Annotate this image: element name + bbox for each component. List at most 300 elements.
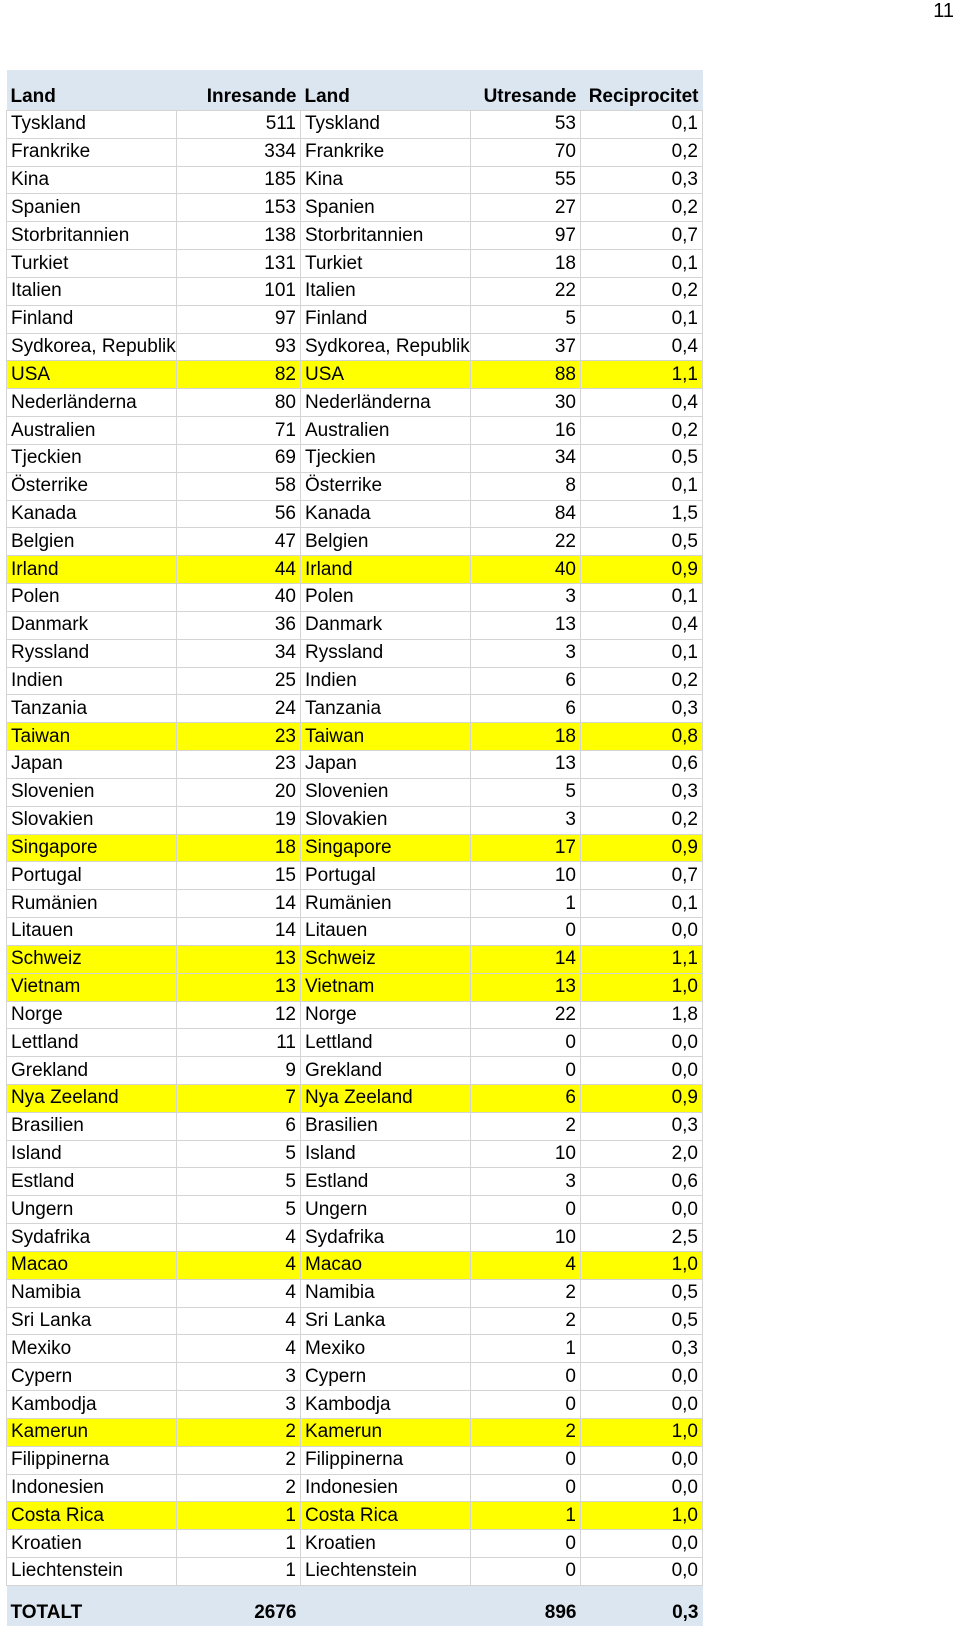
cell-land: Österrike [7, 472, 177, 500]
cell-utresande: 0 [471, 1391, 581, 1419]
cell-inresande: 5 [177, 1196, 301, 1224]
cell-land-2: Kamerun [301, 1418, 471, 1446]
cell-land-2: Italien [301, 277, 471, 305]
cell-land: Tjeckien [7, 444, 177, 472]
cell-inresande: 20 [177, 778, 301, 806]
cell-land-2: Polen [301, 584, 471, 612]
cell-reciprocitet: 1,0 [581, 1251, 703, 1279]
table-row [7, 194, 703, 222]
cell-land-2: Mexiko [301, 1335, 471, 1363]
cell-reciprocitet: 0,3 [581, 166, 703, 194]
reciprocity-table-container [6, 70, 702, 1626]
cell-inresande: 56 [177, 500, 301, 528]
cell-utresande: 18 [471, 250, 581, 278]
cell-land-2: Kroatien [301, 1530, 471, 1558]
cell-utresande: 6 [471, 695, 581, 723]
cell-inresande: 14 [177, 890, 301, 918]
cell-utresande: 34 [471, 444, 581, 472]
cell-reciprocitet: 1,0 [581, 1502, 703, 1530]
cell-land: Schweiz [7, 945, 177, 973]
cell-utresande: 37 [471, 333, 581, 361]
cell-utresande: 6 [471, 1084, 581, 1112]
cell-land: Singapore [7, 834, 177, 862]
cell-reciprocitet: 0,6 [581, 1168, 703, 1196]
cell-utresande: 16 [471, 417, 581, 445]
cell-land-2: Spanien [301, 194, 471, 222]
table-row [7, 333, 703, 361]
cell-land-2: Nya Zeeland [301, 1084, 471, 1112]
cell-land: Japan [7, 751, 177, 779]
cell-reciprocitet: 0,0 [581, 1196, 703, 1224]
cell-reciprocitet: 1,1 [581, 361, 703, 389]
cell-land-2: Sydkorea, Republik [301, 333, 471, 361]
cell-reciprocitet: 0,4 [581, 611, 703, 639]
table-row [7, 862, 703, 890]
cell-inresande: 6 [177, 1112, 301, 1140]
cell-inresande: 1 [177, 1558, 301, 1586]
cell-inresande: 9 [177, 1057, 301, 1085]
table-row [7, 751, 703, 779]
table-row [7, 667, 703, 695]
cell-inresande: 97 [177, 305, 301, 333]
cell-reciprocitet: 0,0 [581, 1474, 703, 1502]
cell-utresande: 2 [471, 1279, 581, 1307]
cell-land: Lettland [7, 1029, 177, 1057]
cell-utresande: 22 [471, 277, 581, 305]
cell-land: Spanien [7, 194, 177, 222]
cell-reciprocitet: 0,7 [581, 862, 703, 890]
cell-land-2: Tanzania [301, 695, 471, 723]
table-row [7, 1530, 703, 1558]
table-row [7, 1084, 703, 1112]
cell-land: Polen [7, 584, 177, 612]
cell-utresande: 10 [471, 862, 581, 890]
table-row [7, 1502, 703, 1530]
cell-land-2: Rumänien [301, 890, 471, 918]
table-row [7, 361, 703, 389]
table-row [7, 389, 703, 417]
table-row [7, 472, 703, 500]
cell-reciprocitet: 1,8 [581, 1001, 703, 1029]
cell-inresande: 1 [177, 1502, 301, 1530]
cell-land-2: Brasilien [301, 1112, 471, 1140]
cell-land: Indonesien [7, 1474, 177, 1502]
cell-land: Brasilien [7, 1112, 177, 1140]
table-row [7, 305, 703, 333]
cell-land-2: Sri Lanka [301, 1307, 471, 1335]
cell-land: Tanzania [7, 695, 177, 723]
cell-land-2: Costa Rica [301, 1502, 471, 1530]
cell-inresande: 19 [177, 806, 301, 834]
cell-inresande: 34 [177, 639, 301, 667]
cell-utresande: 0 [471, 1363, 581, 1391]
cell-reciprocitet: 0,0 [581, 1530, 703, 1558]
cell-land: Vietnam [7, 973, 177, 1001]
cell-land: Belgien [7, 528, 177, 556]
cell-utresande: 97 [471, 222, 581, 250]
cell-reciprocitet: 0,5 [581, 1307, 703, 1335]
cell-utresande: 3 [471, 584, 581, 612]
cell-land-2: Lettland [301, 1029, 471, 1057]
cell-reciprocitet: 0,2 [581, 667, 703, 695]
cell-utresande: 0 [471, 1530, 581, 1558]
cell-land: Ryssland [7, 639, 177, 667]
cell-land: Tyskland [7, 111, 177, 139]
cell-land-2: Taiwan [301, 723, 471, 751]
cell-inresande: 14 [177, 918, 301, 946]
cell-utresande: 13 [471, 751, 581, 779]
cell-inresande: 4 [177, 1224, 301, 1252]
cell-land-2: Portugal [301, 862, 471, 890]
cell-land: Kamerun [7, 1418, 177, 1446]
cell-inresande: 40 [177, 584, 301, 612]
table-row [7, 1391, 703, 1419]
table-row [7, 1224, 703, 1252]
cell-land: Irland [7, 556, 177, 584]
cell-inresande: 11 [177, 1029, 301, 1057]
table-row [7, 890, 703, 918]
cell-land-2: Litauen [301, 918, 471, 946]
cell-inresande: 131 [177, 250, 301, 278]
cell-utresande: 0 [471, 918, 581, 946]
table-row [7, 444, 703, 472]
cell-land-2: Kina [301, 166, 471, 194]
table-row [7, 1140, 703, 1168]
cell-utresande: 4 [471, 1251, 581, 1279]
cell-reciprocitet: 0,3 [581, 1335, 703, 1363]
cell-reciprocitet: 0,1 [581, 639, 703, 667]
cell-land: Taiwan [7, 723, 177, 751]
cell-reciprocitet: 1,0 [581, 973, 703, 1001]
cell-reciprocitet: 2,0 [581, 1140, 703, 1168]
cell-land: Island [7, 1140, 177, 1168]
cell-inresande: 93 [177, 333, 301, 361]
cell-reciprocitet: 0,2 [581, 417, 703, 445]
table-row [7, 611, 703, 639]
cell-land-2: Macao [301, 1251, 471, 1279]
cell-land: Portugal [7, 862, 177, 890]
cell-utresande: 70 [471, 138, 581, 166]
cell-land-2: Slovenien [301, 778, 471, 806]
total-empty [301, 1585, 471, 1626]
cell-land: Sydkorea, Republik [7, 333, 177, 361]
table-row [7, 250, 703, 278]
cell-inresande: 5 [177, 1140, 301, 1168]
cell-utresande: 0 [471, 1558, 581, 1586]
cell-reciprocitet: 0,7 [581, 222, 703, 250]
cell-utresande: 88 [471, 361, 581, 389]
cell-utresande: 27 [471, 194, 581, 222]
cell-reciprocitet: 0,1 [581, 305, 703, 333]
cell-utresande: 0 [471, 1057, 581, 1085]
cell-reciprocitet: 1,0 [581, 1418, 703, 1446]
table-row [7, 584, 703, 612]
cell-utresande: 0 [471, 1029, 581, 1057]
table-row [7, 417, 703, 445]
table-row [7, 1001, 703, 1029]
table-row [7, 806, 703, 834]
cell-inresande: 4 [177, 1335, 301, 1363]
cell-inresande: 44 [177, 556, 301, 584]
cell-land: Italien [7, 277, 177, 305]
total-row [7, 1585, 703, 1626]
cell-inresande: 36 [177, 611, 301, 639]
cell-land-2: Indien [301, 667, 471, 695]
cell-reciprocitet: 0,1 [581, 890, 703, 918]
cell-reciprocitet: 0,2 [581, 806, 703, 834]
cell-inresande: 1 [177, 1530, 301, 1558]
cell-utresande: 8 [471, 472, 581, 500]
cell-inresande: 3 [177, 1391, 301, 1419]
table-row [7, 1279, 703, 1307]
cell-land: Slovenien [7, 778, 177, 806]
table-row [7, 1558, 703, 1586]
cell-utresande: 2 [471, 1418, 581, 1446]
table-row [7, 973, 703, 1001]
cell-inresande: 23 [177, 723, 301, 751]
table-row [7, 1196, 703, 1224]
cell-inresande: 2 [177, 1446, 301, 1474]
cell-reciprocitet: 0,0 [581, 1029, 703, 1057]
cell-inresande: 82 [177, 361, 301, 389]
cell-utresande: 55 [471, 166, 581, 194]
cell-land-2: Danmark [301, 611, 471, 639]
cell-utresande: 0 [471, 1474, 581, 1502]
cell-reciprocitet: 0,0 [581, 1057, 703, 1085]
cell-land: Litauen [7, 918, 177, 946]
cell-reciprocitet: 2,5 [581, 1224, 703, 1252]
table-row [7, 945, 703, 973]
cell-inresande: 15 [177, 862, 301, 890]
cell-land-2: Kambodja [301, 1391, 471, 1419]
cell-reciprocitet: 0,1 [581, 111, 703, 139]
reciprocity-table [6, 70, 703, 1626]
cell-reciprocitet: 0,4 [581, 389, 703, 417]
table-row [7, 834, 703, 862]
cell-land-2: Estland [301, 1168, 471, 1196]
cell-land: Ungern [7, 1196, 177, 1224]
cell-inresande: 5 [177, 1168, 301, 1196]
table-row [7, 166, 703, 194]
cell-land: Nederländerna [7, 389, 177, 417]
cell-reciprocitet: 0,8 [581, 723, 703, 751]
cell-inresande: 7 [177, 1084, 301, 1112]
cell-land: Turkiet [7, 250, 177, 278]
cell-land-2: Cypern [301, 1363, 471, 1391]
total-label: TOTALT [7, 1585, 177, 1626]
table-row [7, 1029, 703, 1057]
cell-land: Macao [7, 1251, 177, 1279]
cell-utresande: 30 [471, 389, 581, 417]
header-land-2: Land [301, 70, 471, 111]
cell-land: Filippinerna [7, 1446, 177, 1474]
cell-utresande: 1 [471, 890, 581, 918]
cell-inresande: 4 [177, 1279, 301, 1307]
cell-land-2: Vietnam [301, 973, 471, 1001]
cell-land-2: Turkiet [301, 250, 471, 278]
cell-reciprocitet: 0,5 [581, 444, 703, 472]
cell-land-2: Filippinerna [301, 1446, 471, 1474]
cell-land-2: Namibia [301, 1279, 471, 1307]
cell-reciprocitet: 0,2 [581, 138, 703, 166]
cell-land: Sydafrika [7, 1224, 177, 1252]
cell-inresande: 3 [177, 1363, 301, 1391]
cell-reciprocitet: 0,0 [581, 918, 703, 946]
cell-utresande: 22 [471, 1001, 581, 1029]
cell-utresande: 2 [471, 1307, 581, 1335]
cell-reciprocitet: 1,1 [581, 945, 703, 973]
cell-inresande: 58 [177, 472, 301, 500]
cell-utresande: 1 [471, 1335, 581, 1363]
cell-land: Kanada [7, 500, 177, 528]
cell-land: Australien [7, 417, 177, 445]
cell-inresande: 153 [177, 194, 301, 222]
table-row [7, 277, 703, 305]
page-number: 11 [933, 0, 954, 22]
table-row [7, 1418, 703, 1446]
cell-reciprocitet: 0,5 [581, 528, 703, 556]
cell-inresande: 25 [177, 667, 301, 695]
cell-inresande: 4 [177, 1307, 301, 1335]
cell-inresande: 101 [177, 277, 301, 305]
total-utresande: 896 [471, 1585, 581, 1626]
cell-reciprocitet: 0,1 [581, 250, 703, 278]
table-row [7, 1168, 703, 1196]
cell-inresande: 13 [177, 973, 301, 1001]
cell-land-2: Japan [301, 751, 471, 779]
cell-land: Storbritannien [7, 222, 177, 250]
table-row [7, 1474, 703, 1502]
cell-utresande: 53 [471, 111, 581, 139]
cell-utresande: 0 [471, 1196, 581, 1224]
cell-land: Indien [7, 667, 177, 695]
cell-reciprocitet: 0,9 [581, 1084, 703, 1112]
cell-utresande: 6 [471, 667, 581, 695]
cell-reciprocitet: 0,1 [581, 472, 703, 500]
cell-reciprocitet: 0,9 [581, 556, 703, 584]
cell-land-2: Indonesien [301, 1474, 471, 1502]
cell-inresande: 71 [177, 417, 301, 445]
header-land: Land [7, 70, 177, 111]
cell-utresande: 3 [471, 1168, 581, 1196]
cell-land-2: Island [301, 1140, 471, 1168]
cell-land: Kina [7, 166, 177, 194]
cell-reciprocitet: 0,1 [581, 584, 703, 612]
cell-inresande: 138 [177, 222, 301, 250]
table-header-row [7, 70, 703, 111]
table-row [7, 723, 703, 751]
cell-inresande: 2 [177, 1474, 301, 1502]
cell-land-2: Australien [301, 417, 471, 445]
cell-land: Nya Zeeland [7, 1084, 177, 1112]
cell-land: Frankrike [7, 138, 177, 166]
cell-utresande: 3 [471, 806, 581, 834]
cell-land: Mexiko [7, 1335, 177, 1363]
table-row [7, 1057, 703, 1085]
cell-land-2: Tyskland [301, 111, 471, 139]
cell-land-2: Kanada [301, 500, 471, 528]
cell-reciprocitet: 0,0 [581, 1558, 703, 1586]
cell-reciprocitet: 0,5 [581, 1279, 703, 1307]
cell-land-2: Ungern [301, 1196, 471, 1224]
cell-utresande: 40 [471, 556, 581, 584]
cell-reciprocitet: 0,3 [581, 695, 703, 723]
table-row [7, 918, 703, 946]
cell-inresande: 511 [177, 111, 301, 139]
cell-utresande: 3 [471, 639, 581, 667]
cell-land-2: Liechtenstein [301, 1558, 471, 1586]
cell-land: Namibia [7, 1279, 177, 1307]
cell-land-2: Grekland [301, 1057, 471, 1085]
table-row [7, 1112, 703, 1140]
cell-inresande: 334 [177, 138, 301, 166]
cell-land: Sri Lanka [7, 1307, 177, 1335]
cell-reciprocitet: 1,5 [581, 500, 703, 528]
cell-inresande: 4 [177, 1251, 301, 1279]
cell-utresande: 1 [471, 1502, 581, 1530]
table-row [7, 1251, 703, 1279]
header-reciprocitet: Reciprocitet [581, 70, 703, 111]
header-inresande: Inresande [177, 70, 301, 111]
cell-land-2: Storbritannien [301, 222, 471, 250]
cell-reciprocitet: 0,9 [581, 834, 703, 862]
table-row [7, 695, 703, 723]
table-row [7, 1335, 703, 1363]
table-row [7, 222, 703, 250]
cell-land: Rumänien [7, 890, 177, 918]
cell-reciprocitet: 0,2 [581, 194, 703, 222]
cell-land-2: Belgien [301, 528, 471, 556]
cell-utresande: 5 [471, 778, 581, 806]
cell-land: Norge [7, 1001, 177, 1029]
cell-inresande: 2 [177, 1418, 301, 1446]
cell-utresande: 2 [471, 1112, 581, 1140]
cell-utresande: 10 [471, 1140, 581, 1168]
table-row [7, 1446, 703, 1474]
cell-inresande: 80 [177, 389, 301, 417]
cell-inresande: 12 [177, 1001, 301, 1029]
cell-utresande: 22 [471, 528, 581, 556]
table-row [7, 528, 703, 556]
cell-land-2: Frankrike [301, 138, 471, 166]
cell-reciprocitet: 0,0 [581, 1446, 703, 1474]
cell-land: Grekland [7, 1057, 177, 1085]
cell-land: Danmark [7, 611, 177, 639]
table-row [7, 556, 703, 584]
cell-utresande: 84 [471, 500, 581, 528]
cell-land: Kroatien [7, 1530, 177, 1558]
cell-land: Kambodja [7, 1391, 177, 1419]
table-row [7, 639, 703, 667]
cell-land-2: Irland [301, 556, 471, 584]
cell-land: Liechtenstein [7, 1558, 177, 1586]
cell-land: Slovakien [7, 806, 177, 834]
cell-utresande: 13 [471, 611, 581, 639]
cell-land: Estland [7, 1168, 177, 1196]
cell-land-2: Tjeckien [301, 444, 471, 472]
total-inresande: 2676 [177, 1585, 301, 1626]
cell-utresande: 13 [471, 973, 581, 1001]
table-body [7, 111, 703, 1586]
cell-land-2: Finland [301, 305, 471, 333]
cell-reciprocitet: 0,6 [581, 751, 703, 779]
cell-land-2: Singapore [301, 834, 471, 862]
cell-land-2: Österrike [301, 472, 471, 500]
cell-inresande: 13 [177, 945, 301, 973]
cell-land: USA [7, 361, 177, 389]
header-utresande: Utresande [471, 70, 581, 111]
table-row [7, 111, 703, 139]
